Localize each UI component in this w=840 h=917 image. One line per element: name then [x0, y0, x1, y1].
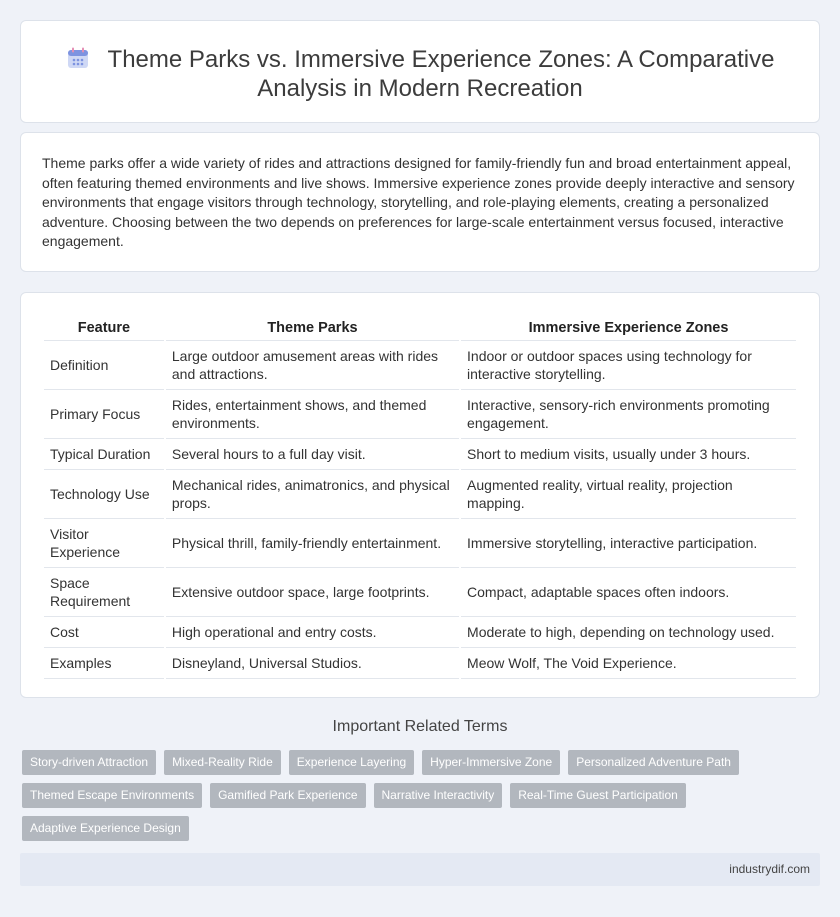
page-title: Theme Parks vs. Immersive Experience Zones: A Comparative Analysis in Modern Recreation — [107, 46, 775, 102]
calendar-icon — [66, 46, 90, 70]
row-feature: Typical Duration — [44, 439, 164, 470]
table-row — [44, 341, 796, 390]
row-theme-parks: Mechanical rides, animatronics, and physical props. — [166, 470, 459, 519]
related-term-tag[interactable]: Story-driven Attraction — [22, 750, 156, 775]
intro-card — [20, 132, 820, 272]
table-row — [44, 568, 796, 617]
header-immersive-zones: Immersive Experience Zones — [461, 315, 796, 341]
row-feature: Space Requirement — [44, 568, 164, 617]
header-feature: Feature — [44, 315, 164, 341]
page-title-wrap — [21, 45, 819, 103]
related-term-tag[interactable]: Experience Layering — [289, 750, 414, 775]
related-term-tag[interactable]: Narrative Interactivity — [374, 783, 503, 808]
row-theme-parks: Extensive outdoor space, large footprints. — [166, 568, 459, 617]
row-feature: Definition — [44, 341, 164, 390]
footer-site-link[interactable]: industrydif.com — [729, 862, 810, 876]
table-row — [44, 617, 796, 648]
related-term-tag[interactable]: Personalized Adventure Path — [568, 750, 739, 775]
related-term-tag[interactable]: Adaptive Experience Design — [22, 816, 189, 841]
table-row — [44, 390, 796, 439]
table-header-row — [44, 315, 796, 341]
row-immersive-zones: Meow Wolf, The Void Experience. — [461, 648, 796, 679]
footer-bar — [20, 853, 820, 886]
row-immersive-zones: Augmented reality, virtual reality, projection mapping. — [461, 470, 796, 519]
comparison-table — [42, 315, 798, 679]
table-row — [44, 470, 796, 519]
intro-paragraph: Theme parks offer a wide variety of rides and attractions designed for family-friendly fun and broad entertainment appeal, often featuring themed environments and live shows. Immersive experience zones provide deeply interactive and sensory environments that engage visitors through technology, storytelling, and role-playing elements, creating a personalized adventure. Choosing between the two depends on preferences for large-scale entertainment versus focused, interactive engagement. — [42, 155, 795, 249]
row-feature: Cost — [44, 617, 164, 648]
row-theme-parks: Large outdoor amusement areas with rides and attractions. — [166, 341, 459, 390]
table-row — [44, 519, 796, 568]
related-term-tag[interactable]: Real-Time Guest Participation — [510, 783, 686, 808]
row-theme-parks: Several hours to a full day visit. — [166, 439, 459, 470]
related-terms-list — [22, 750, 762, 841]
row-immersive-zones: Interactive, sensory-rich environments promoting engagement. — [461, 390, 796, 439]
comparison-card — [20, 292, 820, 698]
row-feature: Primary Focus — [44, 390, 164, 439]
row-immersive-zones: Moderate to high, depending on technology used. — [461, 617, 796, 648]
title-card — [20, 20, 820, 123]
row-immersive-zones: Immersive storytelling, interactive participation. — [461, 519, 796, 568]
related-term-tag[interactable]: Themed Escape Environments — [22, 783, 202, 808]
row-feature: Visitor Experience — [44, 519, 164, 568]
related-term-tag[interactable]: Hyper-Immersive Zone — [422, 750, 560, 775]
row-feature: Technology Use — [44, 470, 164, 519]
row-immersive-zones: Short to medium visits, usually under 3 hours. — [461, 439, 796, 470]
row-theme-parks: High operational and entry costs. — [166, 617, 459, 648]
row-immersive-zones: Indoor or outdoor spaces using technology for interactive storytelling. — [461, 341, 796, 390]
row-feature: Examples — [44, 648, 164, 679]
related-term-tag[interactable]: Mixed-Reality Ride — [164, 750, 281, 775]
row-theme-parks: Disneyland, Universal Studios. — [166, 648, 459, 679]
row-theme-parks: Rides, entertainment shows, and themed environments. — [166, 390, 459, 439]
related-terms-title: Important Related Terms — [332, 718, 508, 735]
table-row — [44, 648, 796, 679]
row-theme-parks: Physical thrill, family-friendly entertainment. — [166, 519, 459, 568]
related-term-tag[interactable]: Gamified Park Experience — [210, 783, 365, 808]
table-row — [44, 439, 796, 470]
header-theme-parks: Theme Parks — [166, 315, 459, 341]
row-immersive-zones: Compact, adaptable spaces often indoors. — [461, 568, 796, 617]
